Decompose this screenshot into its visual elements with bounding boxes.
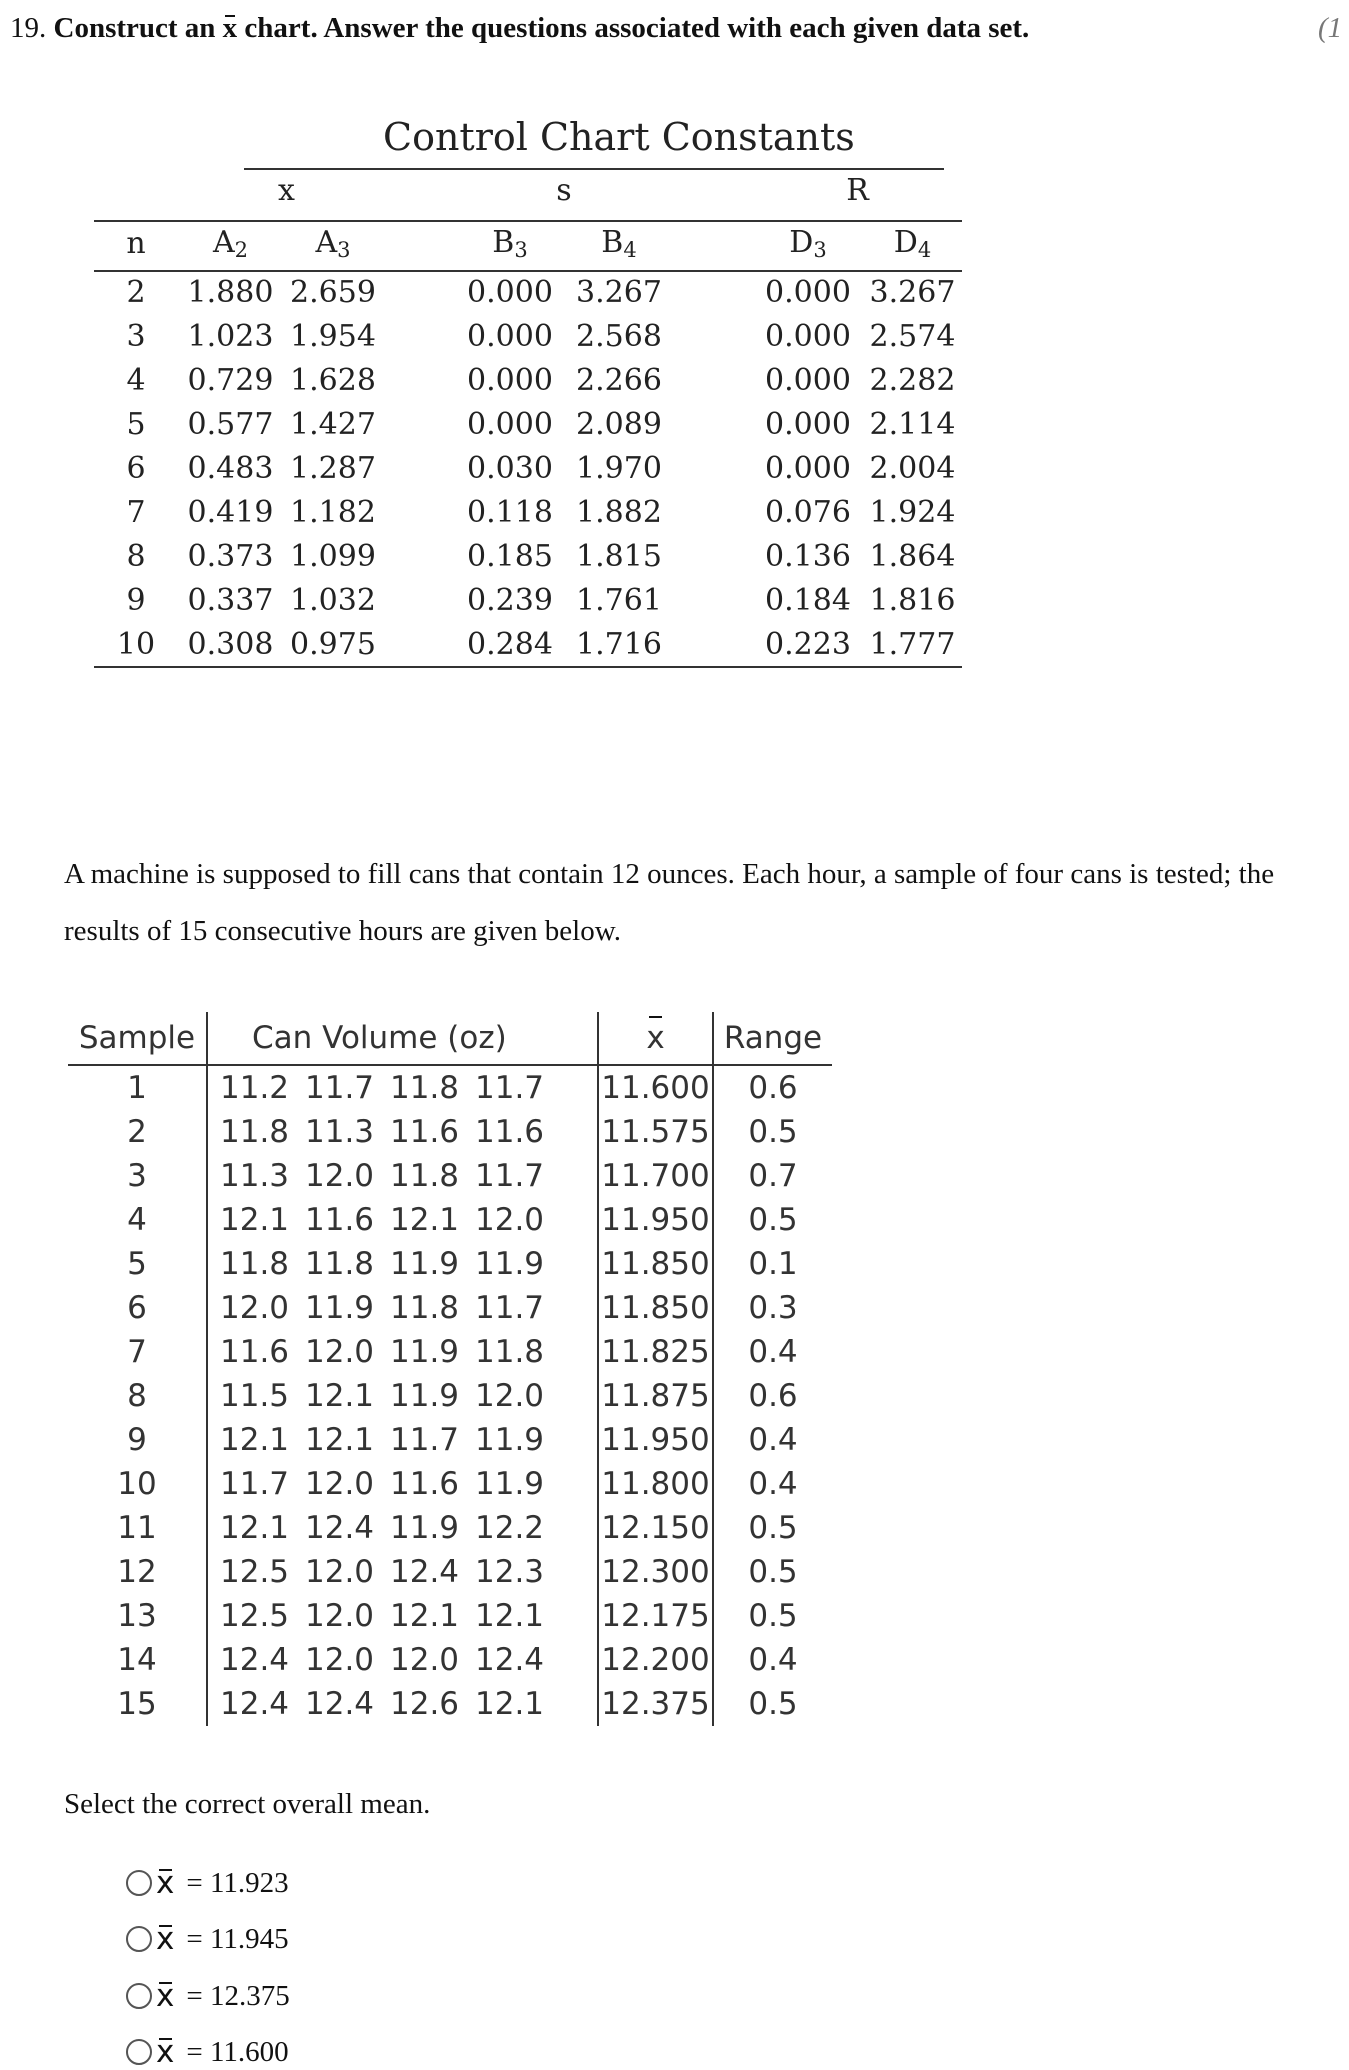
- cell-a3: 2.659: [290, 275, 376, 310]
- volume-value: 11.6: [475, 1114, 545, 1150]
- option-label: = 11.600: [186, 2035, 289, 2068]
- volume-value: 11.9: [475, 1246, 545, 1282]
- cell-n: 5: [126, 407, 146, 442]
- sample-range: 0.4: [748, 1334, 798, 1370]
- volume-value: 12.1: [305, 1422, 375, 1458]
- group-s-label: s: [556, 173, 572, 208]
- volume-value: 11.6: [220, 1334, 290, 1370]
- cell-d3: 0.076: [765, 495, 851, 530]
- sample-number: 12: [68, 1550, 207, 1594]
- table-row: [68, 1374, 832, 1418]
- volume-value: 12.0: [305, 1642, 375, 1678]
- cell-d4: 2.114: [869, 407, 956, 442]
- cell-n: 8: [126, 539, 146, 574]
- table-row: [68, 1154, 832, 1198]
- table-row: [68, 1506, 832, 1550]
- question-prompt: Select the correct overall mean.: [64, 1788, 431, 1820]
- cell-d3: 0.136: [765, 539, 851, 574]
- cell-a3: 1.628: [290, 363, 376, 398]
- cell-a2: 0.308: [187, 627, 274, 662]
- sample-number: 15: [68, 1682, 207, 1726]
- volume-value: 12.4: [220, 1686, 290, 1722]
- table-row: [68, 1110, 832, 1154]
- sample-number: 5: [68, 1242, 207, 1286]
- volume-value: 12.4: [305, 1510, 375, 1546]
- table-row: [68, 1242, 832, 1286]
- volume-value: 12.4: [390, 1554, 460, 1590]
- can-volumes: [207, 1682, 598, 1726]
- volume-value: 12.6: [390, 1686, 460, 1722]
- x-bar-symbol: x: [156, 2034, 175, 2070]
- cell-b4: 1.716: [576, 627, 662, 662]
- cell-b3: 0.284: [467, 627, 553, 662]
- cell-d3: 0.000: [765, 319, 851, 354]
- can-volumes: [207, 1594, 598, 1638]
- volume-value: 11.9: [390, 1246, 460, 1282]
- sample-range: 0.6: [748, 1378, 798, 1414]
- volume-value: 11.2: [220, 1070, 290, 1106]
- sample-mean: 12.175: [598, 1594, 713, 1638]
- volume-value: 11.5: [220, 1378, 290, 1414]
- cell-d4: 2.004: [869, 451, 956, 486]
- x-bar-symbol: x: [156, 1865, 175, 1901]
- sample-mean: 11.850: [598, 1286, 713, 1330]
- sample-mean: 11.950: [598, 1198, 713, 1242]
- sample-range: 0.5: [748, 1554, 798, 1590]
- volume-value: 11.3: [305, 1114, 375, 1150]
- radio-button[interactable]: [126, 1926, 152, 1952]
- can-volume-table: [68, 1012, 832, 1726]
- cell-d3: 0.184: [765, 583, 851, 618]
- cell-a3: 1.182: [290, 495, 376, 530]
- header-d3: D3: [789, 225, 827, 263]
- sample-number: 4: [68, 1198, 207, 1242]
- cell-b4: 2.266: [576, 363, 662, 398]
- sample-range: 0.4: [748, 1422, 798, 1458]
- cell-a2: 0.729: [187, 363, 274, 398]
- sample-number: 9: [68, 1418, 207, 1462]
- volume-value: 11.9: [390, 1510, 460, 1546]
- volume-value: 11.6: [390, 1466, 460, 1502]
- group-r-label: R: [846, 173, 869, 208]
- cell-a3: 1.099: [290, 539, 376, 574]
- table-row: [68, 1638, 832, 1682]
- cell-d4: 2.282: [869, 363, 956, 398]
- cell-n: 9: [126, 583, 146, 618]
- sample-range: 0.4: [748, 1466, 798, 1502]
- can-volumes: [207, 1065, 598, 1110]
- cell-a2: 0.577: [187, 407, 274, 442]
- can-volumes: [207, 1638, 598, 1682]
- cell-b4: 1.761: [576, 583, 662, 618]
- cell-a3: 1.287: [290, 451, 376, 486]
- can-volumes: [207, 1242, 598, 1286]
- sample-range: 0.5: [748, 1686, 798, 1722]
- header-d4: D4: [893, 225, 932, 263]
- cell-a2: 0.483: [187, 451, 274, 486]
- volume-value: 11.6: [305, 1202, 375, 1238]
- cell-d4: 1.816: [869, 583, 956, 618]
- volume-value: 12.1: [390, 1598, 460, 1634]
- volume-value: 12.0: [305, 1466, 375, 1502]
- sample-number: 6: [68, 1286, 207, 1330]
- cell-b4: 1.815: [576, 539, 662, 574]
- points-label: (1: [1318, 12, 1343, 44]
- sample-number: 8: [68, 1374, 207, 1418]
- table-row: [68, 1065, 832, 1110]
- cell-b4: 1.882: [576, 495, 662, 530]
- radio-button[interactable]: [126, 2039, 152, 2065]
- sample-number: 3: [68, 1154, 207, 1198]
- constants-row: [94, 491, 962, 535]
- volume-value: 12.1: [220, 1422, 290, 1458]
- table-row: [68, 1594, 832, 1638]
- table-row: [68, 1550, 832, 1594]
- sample-range: 0.1: [748, 1246, 798, 1282]
- sample-range: 0.5: [748, 1114, 798, 1150]
- question-stem: [10, 12, 1029, 45]
- cell-d4: 1.924: [869, 495, 956, 530]
- cell-b3: 0.000: [467, 407, 553, 442]
- header-a2: A2: [212, 225, 249, 263]
- volume-value: 12.1: [220, 1202, 290, 1238]
- cell-n: 7: [126, 495, 146, 530]
- can-volumes: [207, 1198, 598, 1242]
- cell-b3: 0.000: [467, 319, 553, 354]
- volume-value: 12.5: [220, 1598, 290, 1634]
- can-volumes: [207, 1506, 598, 1550]
- sample-mean: 11.850: [598, 1242, 713, 1286]
- cell-d4: 1.864: [869, 539, 956, 574]
- question-stem-after: chart. Answer the questions associated with each given data set.: [244, 12, 1030, 44]
- volume-value: 12.5: [220, 1554, 290, 1590]
- volume-value: 11.3: [220, 1158, 290, 1194]
- x-bar-symbol: x: [222, 12, 238, 44]
- sample-number: 1: [68, 1065, 207, 1110]
- volume-value: 12.1: [390, 1202, 460, 1238]
- constants-row: [94, 535, 962, 579]
- constants-row: [94, 315, 962, 359]
- constants-row: [94, 447, 962, 491]
- can-volumes: [207, 1418, 598, 1462]
- table-row: [68, 1418, 832, 1462]
- constants-row: [94, 359, 962, 403]
- cell-b4: 1.970: [576, 451, 662, 486]
- table-row: [68, 1286, 832, 1330]
- table-row: [68, 1198, 832, 1242]
- constants-row: [94, 623, 962, 667]
- cell-a2: 0.337: [187, 583, 274, 618]
- sample-range: 0.6: [748, 1070, 798, 1106]
- volume-value: 11.6: [390, 1114, 460, 1150]
- volume-value: 11.7: [475, 1158, 545, 1194]
- header-n: n: [126, 226, 146, 261]
- volume-value: 12.0: [390, 1642, 460, 1678]
- sample-range: 0.5: [748, 1202, 798, 1238]
- volume-value: 11.7: [475, 1290, 545, 1326]
- sample-number: 2: [68, 1110, 207, 1154]
- sample-mean: 11.950: [598, 1418, 713, 1462]
- volume-value: 12.0: [305, 1158, 375, 1194]
- volume-value: 11.8: [220, 1246, 290, 1282]
- cell-d3: 0.000: [765, 407, 851, 442]
- option-label: = 11.923: [186, 1866, 289, 1899]
- sample-mean: 11.800: [598, 1462, 713, 1506]
- volume-value: 12.1: [220, 1510, 290, 1546]
- sample-mean: 11.875: [598, 1374, 713, 1418]
- sample-mean: 12.300: [598, 1550, 713, 1594]
- x-bar-symbol: x: [156, 1978, 175, 2014]
- x-bar-symbol: x: [156, 1921, 175, 1957]
- cell-n: 3: [126, 319, 146, 354]
- volume-value: 12.0: [220, 1290, 290, 1326]
- cell-b3: 0.030: [467, 451, 553, 486]
- header-a3: A3: [315, 225, 351, 263]
- header-b4: B4: [601, 225, 637, 263]
- volume-value: 12.1: [475, 1598, 545, 1634]
- volume-value: 11.9: [475, 1422, 545, 1458]
- sample-range: 0.3: [748, 1290, 798, 1326]
- constants-row: [94, 579, 962, 623]
- sample-mean: 11.700: [598, 1154, 713, 1198]
- group-x-label: x: [278, 173, 295, 208]
- cell-d3: 0.000: [765, 451, 851, 486]
- sample-number: 7: [68, 1330, 207, 1374]
- can-volumes: [207, 1462, 598, 1506]
- sample-range: 0.7: [748, 1158, 798, 1194]
- volume-value: 12.0: [475, 1378, 545, 1414]
- question-stem-before: Construct an: [53, 12, 216, 44]
- volume-value: 11.8: [305, 1246, 375, 1282]
- volume-value: 12.4: [220, 1642, 290, 1678]
- cell-d3: 0.000: [765, 275, 851, 310]
- volume-value: 11.9: [305, 1290, 375, 1326]
- radio-button[interactable]: [126, 1870, 152, 1896]
- cell-a2: 1.880: [187, 275, 274, 310]
- sample-range: 0.4: [748, 1642, 798, 1678]
- header-can-volume: Can Volume (oz): [207, 1012, 598, 1065]
- constants-table: [94, 165, 962, 667]
- volume-value: 12.1: [475, 1686, 545, 1722]
- table-row: [68, 1462, 832, 1506]
- can-volumes: [207, 1374, 598, 1418]
- volume-value: 12.0: [305, 1334, 375, 1370]
- header-sample: Sample: [68, 1012, 207, 1065]
- table-row: [68, 1330, 832, 1374]
- cell-a3: 1.032: [290, 583, 376, 618]
- volume-value: 11.8: [390, 1290, 460, 1326]
- volume-value: 12.4: [475, 1642, 545, 1678]
- sample-mean: 12.150: [598, 1506, 713, 1550]
- cell-n: 4: [126, 363, 146, 398]
- sample-range: 0.5: [748, 1510, 798, 1546]
- volume-value: 11.8: [390, 1070, 460, 1106]
- cell-d3: 0.223: [765, 627, 851, 662]
- cell-b4: 2.568: [576, 319, 662, 354]
- cell-d3: 0.000: [765, 363, 851, 398]
- volume-value: 11.9: [390, 1334, 460, 1370]
- sample-mean: 11.825: [598, 1330, 713, 1374]
- can-volumes: [207, 1110, 598, 1154]
- volume-value: 11.7: [390, 1422, 460, 1458]
- volume-value: 12.0: [305, 1554, 375, 1590]
- can-volumes: [207, 1550, 598, 1594]
- can-volumes: [207, 1330, 598, 1374]
- sample-mean: 11.575: [598, 1110, 713, 1154]
- cell-b3: 0.118: [467, 495, 553, 530]
- constants-row: [94, 403, 962, 447]
- option-label: = 12.375: [186, 1979, 290, 2012]
- volume-value: 11.9: [390, 1378, 460, 1414]
- answer-option-4[interactable]: [126, 2034, 289, 2070]
- volume-value: 11.7: [305, 1070, 375, 1106]
- sample-range: 0.5: [748, 1598, 798, 1634]
- cell-a2: 1.023: [187, 319, 274, 354]
- volume-value: 11.7: [475, 1070, 545, 1106]
- sample-mean: 12.200: [598, 1638, 713, 1682]
- cell-n: 6: [126, 451, 146, 486]
- cell-d4: 2.574: [869, 319, 956, 354]
- cell-b3: 0.000: [467, 275, 553, 310]
- header-b3: B3: [492, 225, 528, 263]
- option-label: = 11.945: [186, 1922, 289, 1955]
- sample-mean: 11.600: [598, 1065, 713, 1110]
- cell-b3: 0.000: [467, 363, 553, 398]
- cell-b4: 2.089: [576, 407, 662, 442]
- cell-b3: 0.239: [467, 583, 553, 618]
- volume-value: 12.3: [475, 1554, 545, 1590]
- cell-n: 2: [126, 275, 146, 310]
- table-row: [68, 1682, 832, 1726]
- answer-option-3[interactable]: [126, 1978, 290, 2014]
- volume-value: 11.7: [220, 1466, 290, 1502]
- sample-mean: 12.375: [598, 1682, 713, 1726]
- volume-value: 12.0: [305, 1598, 375, 1634]
- cell-a3: 1.954: [290, 319, 376, 354]
- volume-value: 12.1: [305, 1378, 375, 1414]
- sample-number: 10: [68, 1462, 207, 1506]
- cell-b3: 0.185: [467, 539, 553, 574]
- answer-option-1[interactable]: [126, 1865, 289, 1901]
- problem-paragraph: A machine is supposed to fill cans that contain 12 ounces. Each hour, a sample of four cans is tested; the results of 15 consecutive hours are given below.: [64, 858, 1275, 947]
- cell-b4: 3.267: [576, 275, 662, 310]
- constants-table-title: Control Chart Constants: [383, 115, 855, 159]
- volume-value: 12.4: [305, 1686, 375, 1722]
- header-x-bar: x: [598, 1012, 713, 1065]
- constants-row: [94, 271, 962, 315]
- volume-value: 12.2: [475, 1510, 545, 1546]
- cell-a2: 0.419: [187, 495, 274, 530]
- volume-value: 11.8: [475, 1334, 545, 1370]
- question-number: 19.: [10, 12, 47, 44]
- sample-number: 14: [68, 1638, 207, 1682]
- cell-d4: 1.777: [869, 627, 956, 662]
- answer-option-2[interactable]: [126, 1921, 289, 1957]
- cell-a3: 1.427: [290, 407, 376, 442]
- cell-d4: 3.267: [869, 275, 956, 310]
- radio-button[interactable]: [126, 1983, 152, 2009]
- sample-number: 11: [68, 1506, 207, 1550]
- volume-value: 12.0: [475, 1202, 545, 1238]
- header-range: Range: [723, 1020, 823, 1056]
- volume-value: 11.9: [475, 1466, 545, 1502]
- cell-a3: 0.975: [290, 627, 376, 662]
- can-volumes: [207, 1154, 598, 1198]
- volume-value: 11.8: [220, 1114, 290, 1150]
- cell-n: 10: [116, 627, 156, 662]
- can-volumes: [207, 1286, 598, 1330]
- sample-number: 13: [68, 1594, 207, 1638]
- cell-a2: 0.373: [187, 539, 274, 574]
- volume-value: 11.8: [390, 1158, 460, 1194]
